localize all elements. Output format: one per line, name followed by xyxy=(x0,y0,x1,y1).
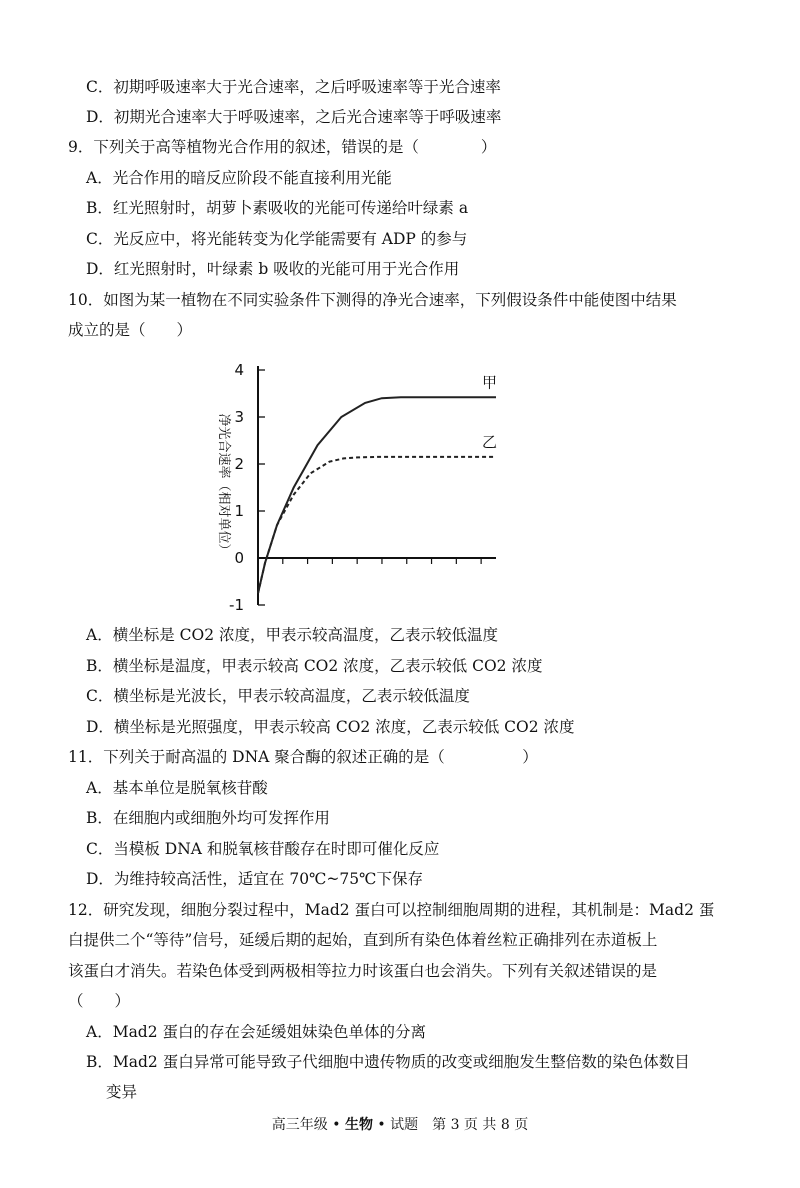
option-9d: D．红光照射时，叶绿素 b 吸收的光能可用于光合作用 xyxy=(86,260,460,278)
option-8c: C．初期呼吸速率大于光合速率，之后呼吸速率等于光合速率 xyxy=(86,78,501,96)
question-12-stem-2: 白提供二个“等待”信号，延缓后期的起始，直到所有染色体着丝粒正确排列在赤道板上 xyxy=(68,931,658,949)
option-11a: A．基本单位是脱氧核苷酸 xyxy=(86,779,268,797)
question-10-stem: 10．如图为某一植物在不同实验条件下测得的净光合速率，下列假设条件中能使图中结果 xyxy=(68,291,677,309)
footer-subject: 生物 xyxy=(344,1117,373,1133)
option-10d: D．横坐标是光照强度，甲表示较高 CO2 浓度，乙表示较低 CO2 浓度 xyxy=(86,718,575,736)
option-12b-cont: 变异 xyxy=(106,1083,138,1101)
option-9b: B．红光照射时，胡萝卜素吸收的光能可传递给叶绿素 a xyxy=(86,199,469,217)
option-10c: C．横坐标是光波长，甲表示较高温度，乙表示较低温度 xyxy=(86,687,470,705)
y-tick-label: 0 xyxy=(234,549,244,567)
footer-grade: 高三年级 • xyxy=(271,1117,345,1133)
option-10b: B．横坐标是温度，甲表示较高 CO2 浓度，乙表示较低 CO2 浓度 xyxy=(86,657,543,675)
y-tick-label: 2 xyxy=(234,455,244,473)
question-9-stem: 9．下列关于高等植物光合作用的叙述，错误的是（ ） xyxy=(68,138,497,156)
y-tick-label: -1 xyxy=(229,596,244,614)
question-12-stem: 12．研究发现，细胞分裂过程中，Mad2 蛋白可以控制细胞周期的进程，其机制是：Mad2 蛋 xyxy=(68,901,715,919)
series-label-1: 甲 xyxy=(482,373,498,392)
y-tick-label: 3 xyxy=(234,408,244,426)
option-8d: D．初期光合速率大于呼吸速率，之后光合速率等于呼吸速率 xyxy=(86,108,502,126)
option-11b: B．在细胞内或细胞外均可发挥作用 xyxy=(86,809,330,827)
y-tick-label: 4 xyxy=(234,361,244,379)
footer-page-info: • 试题 第 3 页 共 8 页 xyxy=(372,1117,529,1133)
y-tick-label: 1 xyxy=(234,502,244,520)
question-11-stem: 11．下列关于耐高温的 DNA 聚合酶的叙述正确的是（ ） xyxy=(68,748,538,766)
question-12-blank: （ ） xyxy=(68,992,131,1010)
option-11c: C．当模板 DNA 和脱氧核苷酸存在时即可催化反应 xyxy=(86,840,440,858)
question-10-stem-cont: 成立的是（ ） xyxy=(68,321,193,339)
option-9a: A．光合作用的暗反应阶段不能直接利用光能 xyxy=(86,169,392,187)
option-11d: D．为维持较高活性，适宜在 70℃~75℃下保存 xyxy=(86,870,423,888)
series-line-2 xyxy=(258,457,496,593)
question-12-stem-3: 该蛋白才消失。若染色体受到两极相等拉力时该蛋白也会消失。下列有关叙述错误的是 xyxy=(68,962,658,980)
net-photosynthesis-chart xyxy=(196,352,516,614)
chart-y-label: 净光合速率（相对单位） xyxy=(216,413,231,557)
option-10a: A．横坐标是 CO2 浓度，甲表示较高温度，乙表示较低温度 xyxy=(86,626,498,644)
page-footer xyxy=(0,1114,800,1134)
series-label-2: 乙 xyxy=(482,432,498,451)
option-12a: A．Mad2 蛋白的存在会延缓姐妹染色单体的分离 xyxy=(86,1023,427,1041)
option-12b: B．Mad2 蛋白异常可能导致子代细胞中遗传物质的改变或细胞发生整倍数的染色体数目 xyxy=(86,1053,690,1071)
option-9c: C．光反应中，将光能转变为化学能需要有 ADP 的参与 xyxy=(86,230,468,248)
